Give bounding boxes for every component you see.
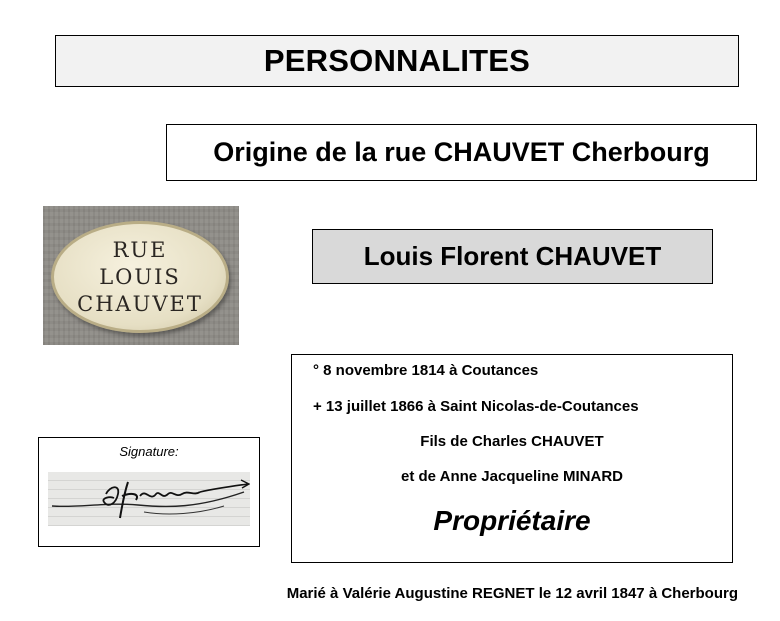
mother-line: et de Anne Jacqueline MINARD <box>401 468 623 485</box>
birth-line: ° 8 novembre 1814 à Coutances <box>313 362 539 379</box>
origin-title: Origine de la rue CHAUVET Cherbourg <box>213 137 710 167</box>
person-name: Louis Florent CHAUVET <box>363 241 662 271</box>
death-line: + 13 juillet 1866 à Saint Nicolas-de-Coutances <box>313 398 639 415</box>
street-sign-line-2: LOUIS <box>99 264 181 289</box>
origin-box <box>166 124 757 181</box>
page-title: PERSONNALITES <box>263 43 531 78</box>
header-box <box>55 35 739 87</box>
street-sign-line-3: CHAUVET <box>77 291 203 316</box>
signature-scribble-icon <box>48 472 250 526</box>
person-name-box <box>312 229 713 284</box>
marriage-line: Marié à Valérie Augustine REGNET le 12 avril 1847 à Cherbourg <box>286 585 738 602</box>
signature-box <box>38 437 260 547</box>
father-line: Fils de Charles CHAUVET <box>420 433 604 450</box>
profession: Propriétaire <box>433 505 591 536</box>
street-sign-line-1: RUE <box>112 237 168 262</box>
signature-image <box>48 472 250 526</box>
street-sign-photo <box>43 206 239 345</box>
street-sign-plate <box>51 221 229 333</box>
signature-label: Signature: <box>119 444 179 459</box>
biography-box <box>291 354 733 563</box>
